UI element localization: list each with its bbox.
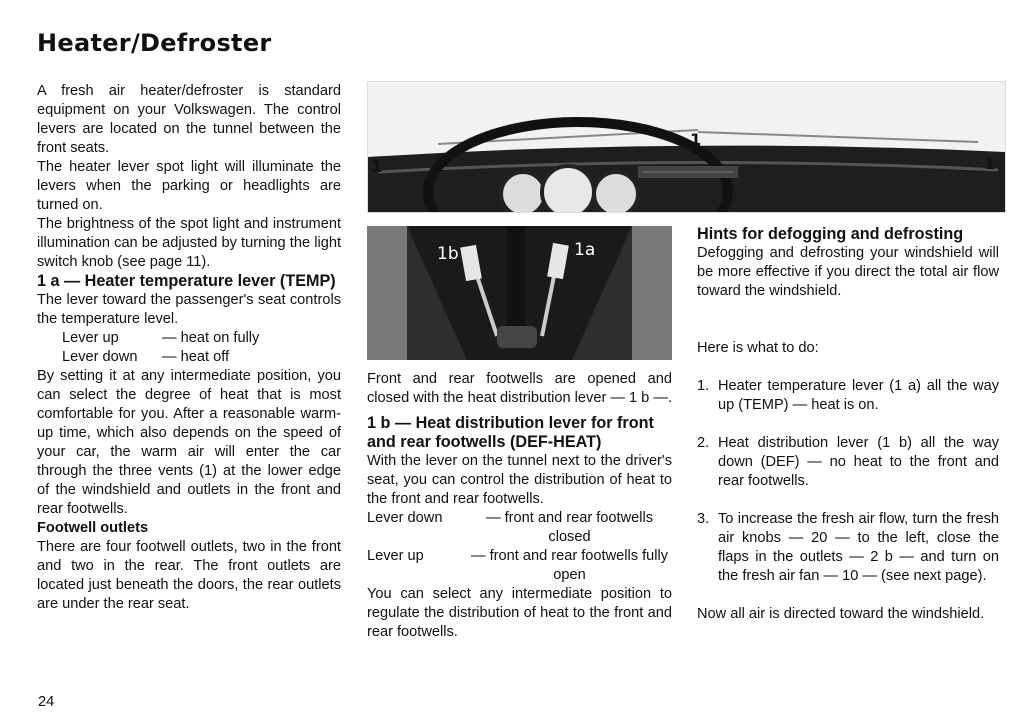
column-1 [37,82,341,614]
callout-vent-center: 1 [690,130,702,149]
dist-lever-down-row [367,509,672,547]
page-number: 24 [38,694,55,710]
callout-vent-left: 1 [371,157,383,176]
heading-temp-lever: 1 a — Heater temperature lever (TEMP) [37,272,336,290]
footwell-open-paragraph: Front and rear footwells are opened and closed with the heat distribution lever — 1 b —. [367,371,673,406]
levers-photo [367,226,672,360]
step-text: To increase the fresh air flow, turn the fresh air knobs — 20 — to the left, close the flaps in the outlets — 2 b — and turn on the fresh air fan — 10 — (see next page). [718,511,999,584]
levers-illustration [367,226,672,360]
step-number: 3. [697,511,710,527]
step-number: 1. [697,378,710,394]
dashboard-illustration [368,82,1005,212]
lever-up-value: — heat on fully [162,330,260,346]
dashboard-photo [367,81,1006,213]
lever-up-label: Lever up [62,330,119,346]
lever-down-value: — heat off [162,349,230,365]
lever-down-row [37,348,341,367]
footwell-paragraph: There are four footwell outlets, two in the front and two in the rear. The front outlets are located just beneath the doors, the rear outlets are under the rear seat. [37,539,341,612]
column-3 [697,225,999,624]
dist-lever-up-value: — front and rear footwells fully open [470,548,669,583]
list-item [697,434,999,491]
column-2 [367,370,672,642]
conclusion-paragraph: Now all air is directed toward the windshield. [697,606,985,622]
dist-lever-down-value: — front and rear footwells closed [485,510,654,545]
temp-lever-paragraph: The lever toward the passenger's seat controls the temperature level. [37,292,341,327]
what-to-do-paragraph: Here is what to do: [697,340,819,356]
step-text: Heat distribution lever (1 b) all the way down (DEF) — no heat to the front and rear footwells. [718,435,999,489]
brightness-paragraph: The brightness of the spot light and instrument illumination can be adjusted by turning the light switch knob (see page 11). [37,216,341,270]
dist-lever-down-label: Lever down [367,510,443,526]
list-item [697,510,999,586]
step-text: Heater temperature lever (1 a) all the way up (TEMP) — heat is on. [718,378,999,413]
page-title: Heater/Defroster [37,29,272,57]
callout-vent-right: 1 [984,154,996,173]
lever-up-row [37,329,341,348]
steps-list [697,377,999,586]
hints-paragraph: Defogging and defrosting your windshield will be more effective if you direct the total air flow toward the windshield. [697,245,999,299]
heading-hints: Hints for defogging and defrosting [697,225,964,243]
lever-1a-label: 1a [574,240,596,260]
lever-1b-label: 1b [437,244,459,264]
lever-down-label: Lever down [62,349,138,365]
dist-intermediate-paragraph: You can select any intermediate position to regulate the distribution of heat to the front and rear footwells. [367,586,672,640]
dist-lever-up-label: Lever up [367,548,424,564]
list-item [697,377,999,415]
spot-light-paragraph: The heater lever spot light will illuminate the levers when the parking or headlights are turned on. [37,159,341,213]
intermediate-paragraph: By setting it at any intermediate position, you can select the degree of heat that is most comfortable for you. After a reasonable warm-up time, which also depends on the speed of your car, the warm air will enter the car through the three vents (1) at the lower edge of the windshield and outlets in the front and rear footwells. [37,368,341,517]
heading-distribution-lever: 1 b — Heat distribution lever for front and rear footwells (DEF-HEAT) [367,414,654,451]
step-number: 2. [697,435,710,451]
intro-paragraph: A fresh air heater/defroster is standard equipment on your Volkswagen. The control levers are located on the tunnel between the front seats. [37,83,341,156]
dist-lever-up-row [367,547,672,585]
heading-footwell-outlets: Footwell outlets [37,520,149,536]
distribution-paragraph: With the lever on the tunnel next to the driver's seat, you can control the distribution of heat to the front and rear footwells. [367,453,672,507]
